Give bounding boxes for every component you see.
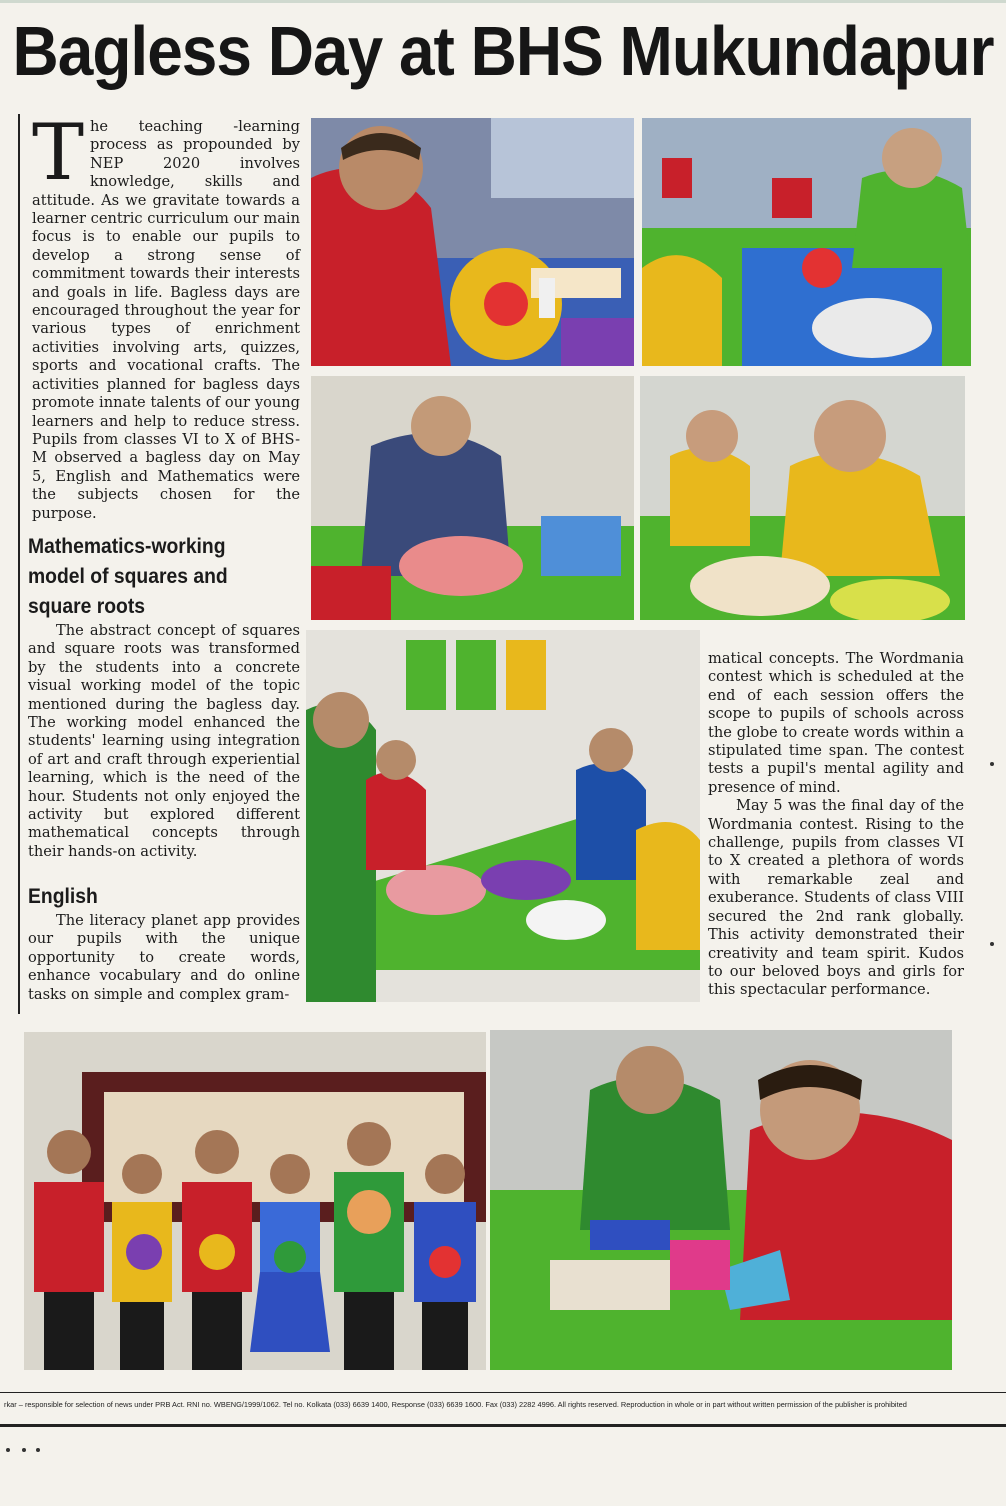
photo-students-table [642, 118, 971, 366]
right-para-1: matical concepts. The Wordmania contest which is scheduled at the end of each session offers the scope to pupils of schools across the globe to create words within a stipulated time span. The contest tests a pupil's mental agility and presence of mind. [708, 650, 964, 796]
photo-boy-crafting [311, 118, 634, 366]
photo-boys-working [490, 1030, 952, 1370]
math-text: The abstract concept of squares and square roots was transformed by the students into a concrete visual working model of the topic mentioned during the bagless day. The working model enhanced the students' learning using integration of art and craft through experiential learning, which is the need of the hour. Students not only enjoyed the activity but explored different mathematical concepts through their hands-on activity. [28, 622, 300, 860]
right-para-2: May 5 was the final day of the Wordmania contest. Rising to the challenge, pupils from classes VI to X created a plethora of words with remarkable zeal and exuberance. Students of class VIII secured the 2nd rank globally. This activity demonstrated their creativity and team spirit. Kudos to our beloved boys and girls for this spectacular performance. [708, 797, 964, 999]
math-heading: Mathematics-working model of squares and square roots [28, 535, 228, 618]
edge-dot [6, 1448, 10, 1452]
math-section [28, 532, 300, 861]
top-edge [0, 0, 1006, 3]
photo-classroom-wide [306, 630, 700, 1002]
footer-credit: rkar – responsible for selection of news under PRB Act. RNI no. WBENG/1999/1062. Tel no. Kolkata (033) 6639 1400, Response (033) 6639 1600. Fax (033) 2282 4996. All rights reserved. Reproduction in whole or in part without written permission of the publisher is prohibited [4, 1400, 907, 1409]
edge-dot [22, 1448, 26, 1452]
right-column [708, 650, 964, 1000]
edge-dot [36, 1448, 40, 1452]
edge-dot [990, 762, 994, 766]
english-section [28, 882, 300, 1004]
left-margin-rule [18, 114, 20, 1014]
intro-text: he teaching -learning process as propounded by NEP 2020 involves knowledge, skills and attitude. As we gravitate towards a learner centric curriculum our main focus is to enable our pupils to develop a strong sense of commitment towards their interests and goals in life. Bagless days are encouraged throughout the year for various types of enrichment activities involving arts, quizzes, sports and vocational crafts. The activities planned for bagless days promote innate talents of our young learners and help to reduce stress. Pupils from classes VI to X of BHS-M observed a bagless day on May 5, English and Mathematics were the subjects chosen for the purpose. [32, 118, 300, 522]
footer-rule-top [0, 1392, 1006, 1393]
photo-girls-yellow [640, 376, 965, 620]
edge-dot [990, 942, 994, 946]
photo-girl-plaid [311, 376, 634, 620]
photo-group-standing [24, 1032, 486, 1370]
intro-column [32, 108, 300, 523]
english-text: The literacy planet app provides our pupils with the unique opportunity to create words, enhance vocabulary and do online tasks on simple and complex gram- [28, 912, 300, 1003]
footer-rule-bottom [0, 1424, 1006, 1427]
english-heading: English [28, 885, 98, 908]
dropcap: T [32, 108, 85, 198]
headline: Bagless Day at BHS Mukundapur [12, 12, 994, 90]
